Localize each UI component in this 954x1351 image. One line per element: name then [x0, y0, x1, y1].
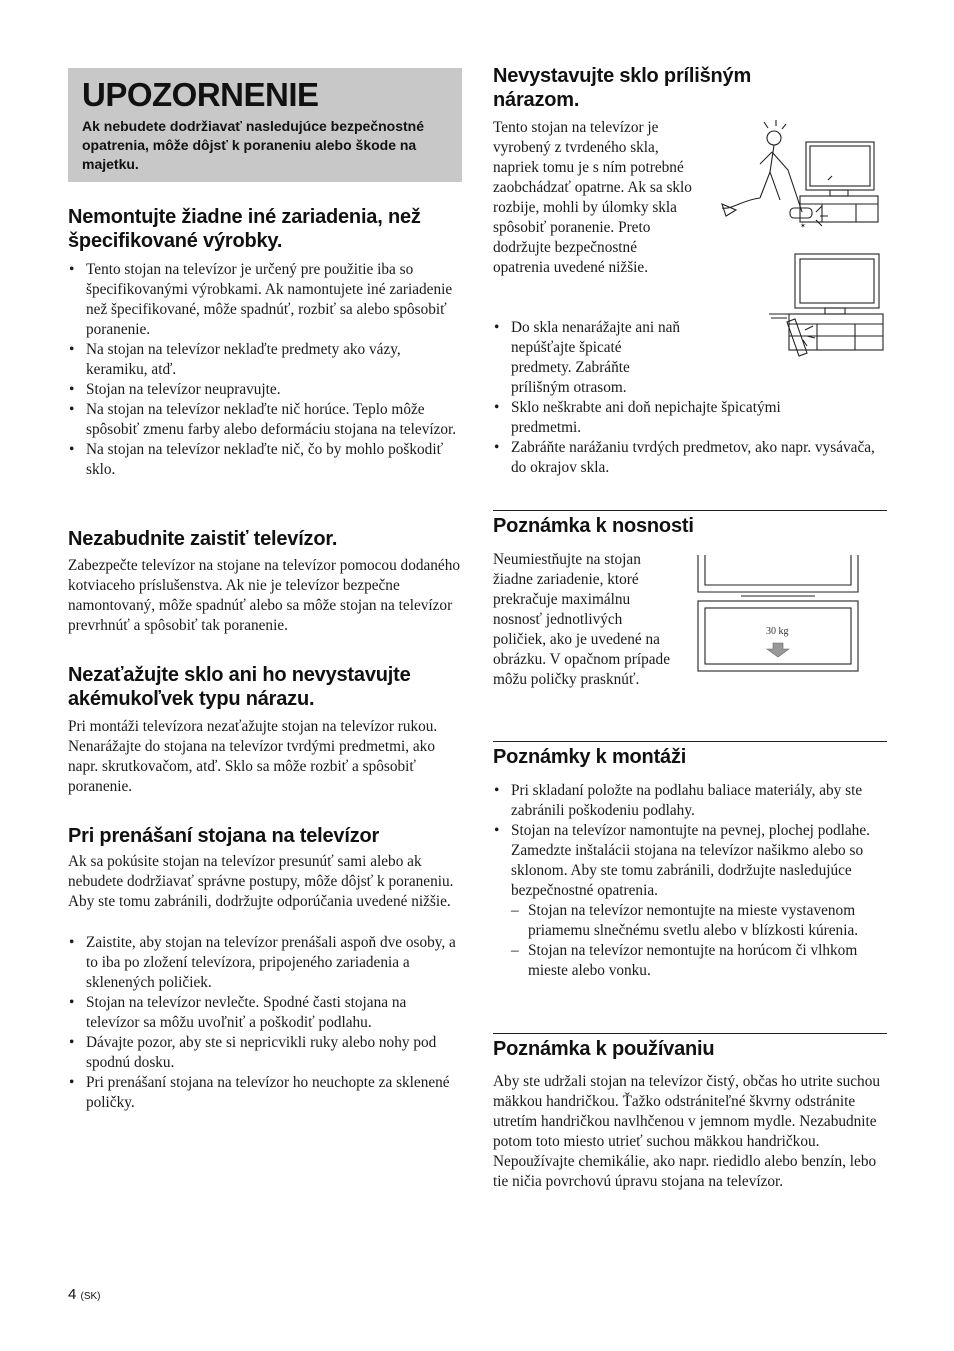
text-carrying: Ak sa pokúsite stojan na televízor presunúť sami alebo ak nebudete dodržiavať správne postupy, môže dôjsť k poraneniu. Aby ste tomu zabránili, dodržujte odporúčania uvedené nižšie.: [68, 853, 454, 910]
text-load-capacity: Neumiestňujte na stojan žiadne zariadenie, ktoré prekračuje maximálnu nosnosť jednotlivých poličiek, ako je uvedené na obrázku. V opačnom prípade môžu poličky prasknúť.: [493, 551, 670, 688]
language-code: (SK): [80, 1291, 101, 1302]
page-footer: [68, 1286, 101, 1303]
list-item: • Do skla nenarážajte ani naň nepúšťajte špicaté predmety. Zabráňte prílišným otrasom.: [493, 318, 683, 398]
heading-no-impact: Nevystavujte sklo prílišným nárazom.: [493, 65, 752, 111]
page-number: 4: [68, 1286, 77, 1303]
list-item: • Na stojan na televízor neklaďte predmety ako vázy, keramiku, atď.: [68, 340, 462, 380]
list-item: • Zabráňte narážaniu tvrdých predmetov, ako napr. vysávača, do okrajov skla.: [493, 438, 887, 478]
heading-no-glass-load: Nezaťažujte sklo ani ho nevystavujte akémukoľvek typu nárazu.: [68, 664, 411, 710]
svg-text:✶: ✶: [800, 223, 806, 230]
divider: [493, 741, 887, 742]
divider: [493, 1033, 887, 1034]
list-item: • Pri skladaní položte na podlahu baliace materiály, aby ste zabránili poškodeniu podlahy.: [493, 781, 887, 821]
text-usage-note: Aby ste udržali stojan na televízor čistý, občas ho utrite suchou mäkkou handričkou. Ťažko odstrániteľné škvrny odstránite utretím handričkou navlhčenou v jemnom mydle. Nezabudnite potom toto miesto utrieť suchou mäkkou handričkou. Nepoužívajte chemikálie, ako napr. riedidlo alebo benzín, lebo tie ničia povrchovú úpravu stojana na televízor.: [493, 1073, 880, 1190]
heading-usage-note: Poznámka k používaniu: [493, 1038, 715, 1060]
text-secure-tv: Zabezpečte televízor na stojane na televízor pomocou dodaného kotviaceho príslušenstva. Ak nie je televízor bezpečne namontovaný, môže spadnúť alebo sa môže stojan na televízor prevrhnúť a spôsobiť tak poranenie.: [68, 557, 461, 634]
text-no-glass-load: Pri montáži televízora nezaťažujte stojan na televízor rukou. Nenarážajte do stojana na televízor tvrdými predmetmi, ako napr. skrutkovačom, atď. Sklo sa môže rozbiť a spôsobiť poranenie.: [68, 718, 438, 795]
divider: [493, 510, 887, 511]
list-item: • Dávajte pozor, aby ste si nepricvikli ruky alebo nohy pod spodnú dosku.: [68, 1033, 462, 1073]
warning-title: UPOZORNENIE: [82, 76, 319, 113]
load-label: 30 kg: [766, 626, 789, 637]
heading-assembly-notes: Poznámky k montáži: [493, 746, 687, 768]
text-no-impact: Tento stojan na televízor je vyrobený z tvrdeného skla, napriek tomu je s ním potrebné zaobchádzať opatrne. Ak sa sklo rozbije, mohli by úlomky skla spôsobiť poranenie. Preto dodržujte bezpečnostné opatrenia uvedené nižšie.: [493, 119, 692, 276]
list-item: • Na stojan na televízor neklaďte nič horúce. Teplo môže spôsobiť zmenu farby alebo deformáciu stojana na televízor.: [68, 400, 462, 440]
load-capacity-figure: [697, 555, 859, 673]
shelf-illustration: [697, 555, 859, 673]
vacuum-illustration: [712, 120, 888, 230]
list-item: • Na stojan na televízor neklaďte nič, čo by mohlo poškodiť sklo.: [68, 440, 462, 480]
list-item: • Tento stojan na televízor je určený pre použitie iba so špecifikovanými výrobkami. Ak namontujete iné zariadenie než špecifikované, môže spadnúť, rozbiť sa alebo spôsobiť poranenie.: [68, 260, 462, 340]
list-item: – Stojan na televízor nemontujte na mieste vystavenom priamemu slnečnému svetlu alebo v blízkosti kúrenia.: [511, 901, 887, 941]
list-item: • Sklo neškrabte ani doň nepichajte špicatými predmetmi.: [493, 398, 836, 438]
list-item: • Zaistite, aby stojan na televízor prenášali aspoň dve osoby, a to iba po zložení televízora, pripojeného zariadenia a sklenených poličiek.: [68, 933, 462, 993]
list-assembly-notes: [493, 781, 887, 901]
list-no-other-devices: [68, 260, 462, 480]
list-item: • Pri prenášaní stojana na televízor ho neuchopte za sklenené poličky.: [68, 1073, 462, 1113]
heading-load-capacity: Poznámka k nosnosti: [493, 515, 694, 537]
heading-carrying: Pri prenášaní stojana na televízor: [68, 825, 380, 847]
warning-text: Ak nebudete dodržiavať nasledujúce bezpečnostné opatrenia, môže dôjsť k poraneniu alebo škode na majetku.: [82, 118, 425, 172]
sublist-assembly-notes: [511, 901, 887, 981]
list-item: • Stojan na televízor nevlečte. Spodné časti stojana na televízor sa môžu uvoľniť a poškodiť podlahu.: [68, 993, 462, 1033]
heading-secure-tv: Nezabudnite zaistiť televízor.: [68, 528, 338, 550]
heading-no-other-devices: Nemontujte žiadne iné zariadenia, než špecifikované výrobky.: [68, 206, 421, 252]
list-item: • Stojan na televízor neupravujte.: [68, 380, 462, 400]
list-carrying: [68, 933, 462, 1113]
warning-box: [68, 68, 462, 182]
glass-impact-illustration: [765, 252, 885, 360]
list-item: • Stojan na televízor namontujte na pevnej, plochej podlahe. Zamedzte inštalácii stojana na televízor našikmo alebo so sklonom. Aby ste tomu zabránili, dodržujte nasledujúce bezpečnostné opatrenia.: [493, 821, 887, 901]
list-item: – Stojan na televízor nemontujte na horúcom či vlhkom mieste alebo vonku.: [511, 941, 887, 981]
